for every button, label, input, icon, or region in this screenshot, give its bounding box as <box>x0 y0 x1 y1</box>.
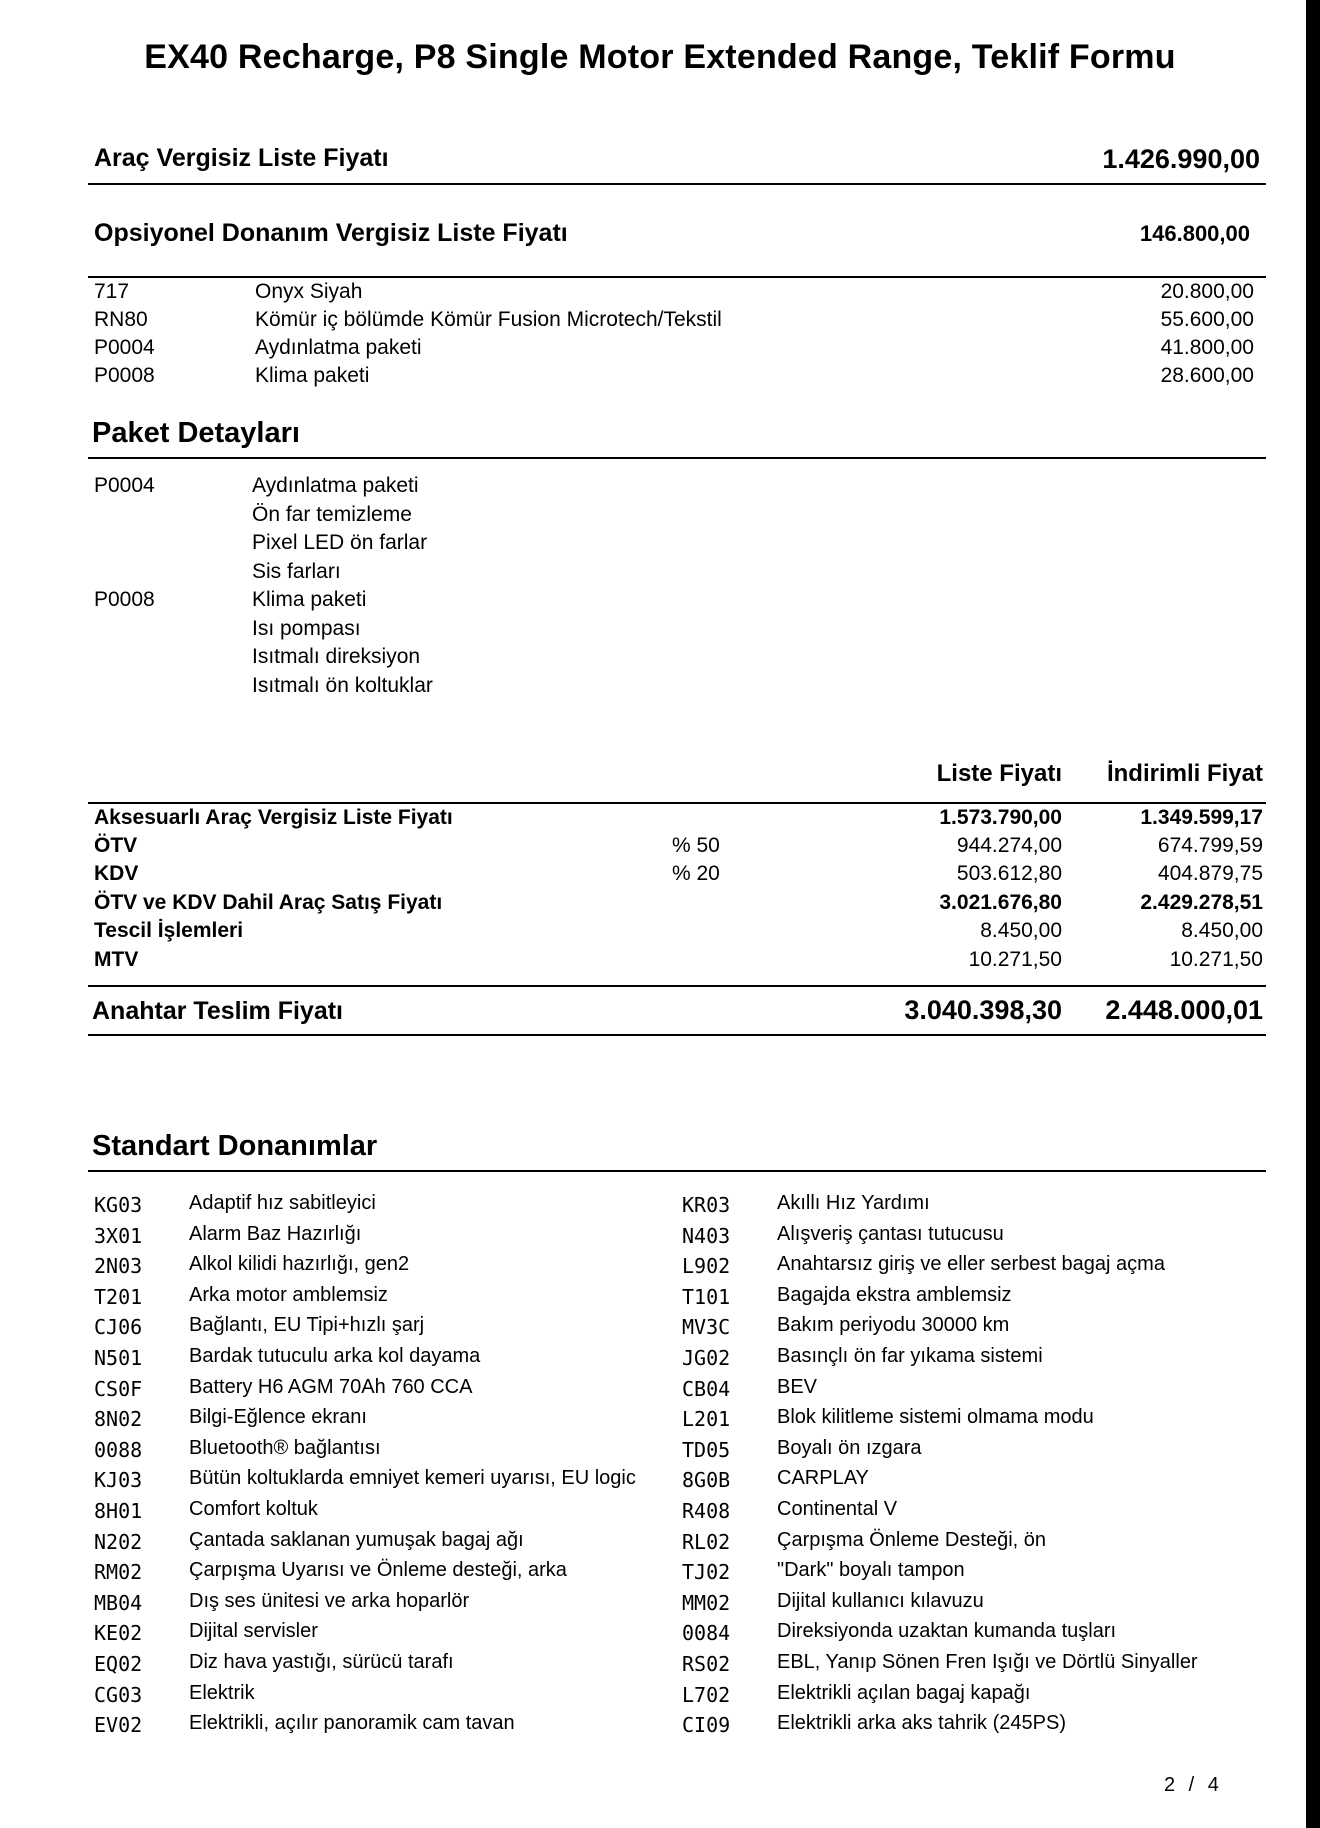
option-price: 20.800,00 <box>1160 280 1254 303</box>
equipment-desc: Elektrikli, açılır panoramik cam tavan <box>189 1712 515 1735</box>
price-row-discount: 1.349.599,17 <box>1140 806 1263 829</box>
equipment-code: 8N02 <box>94 1407 143 1432</box>
equipment-desc: Alışveriş çantası tutucusu <box>777 1222 1004 1245</box>
price-row-label: ÖTV ve KDV Dahil Araç Satış Fiyatı <box>94 891 443 914</box>
package-items <box>252 586 433 700</box>
price-row-discount: 2.429.278,51 <box>1140 891 1263 914</box>
equipment-desc: Dijital servisler <box>189 1620 318 1643</box>
price-row-list: 8.450,00 <box>980 919 1062 942</box>
package-code: P0004 <box>94 474 155 497</box>
equipment-code: MV3C <box>682 1315 731 1340</box>
total-label: Anahtar Teslim Fiyatı <box>92 997 343 1025</box>
col-header-list: Liste Fiyatı <box>936 760 1062 787</box>
option-price: 41.800,00 <box>1160 336 1254 359</box>
price-row-discount: 8.450,00 <box>1181 919 1263 942</box>
equipment-desc: Battery H6 AGM 70Ah 760 CCA <box>189 1375 473 1398</box>
equipment-code: CG03 <box>94 1682 143 1707</box>
price-row-rate: % 20 <box>672 862 720 885</box>
equipment-desc: Çarpışma Uyarısı ve Önleme desteği, arka <box>189 1559 567 1582</box>
equipment-code: R408 <box>682 1499 731 1523</box>
divider <box>88 985 1266 987</box>
equipment-code: CB04 <box>682 1376 731 1401</box>
equipment-code: 8H01 <box>94 1499 143 1523</box>
price-row-list: 503.612,80 <box>956 862 1062 885</box>
standard-heading: Standart Donanımlar <box>92 1130 378 1162</box>
equipment-code: L201 <box>682 1407 731 1432</box>
price-row-discount: 674.799,59 <box>1157 834 1263 857</box>
option-code: RN80 <box>94 308 148 331</box>
package-item: Isıtmalı direksiyon <box>252 645 421 668</box>
package-item: Klima paketi <box>252 588 367 611</box>
price-row-label: Aksesuarlı Araç Vergisiz Liste Fiyatı <box>94 806 453 829</box>
equipment-desc: Çantada saklanan yumuşak bagaj ağı <box>189 1528 524 1551</box>
equipment-desc: Akıllı Hız Yardımı <box>777 1192 930 1214</box>
equipment-code: JG02 <box>682 1346 731 1370</box>
price-row-list: 1.573.790,00 <box>939 806 1062 829</box>
divider <box>88 183 1266 185</box>
equipment-desc: Adaptif hız sabitleyici <box>189 1192 376 1214</box>
option-price: 55.600,00 <box>1160 308 1254 331</box>
equipment-desc: Comfort koltuk <box>189 1498 318 1520</box>
equipment-code: 0084 <box>682 1621 731 1646</box>
package-items <box>252 472 427 586</box>
equipment-code: L702 <box>682 1682 731 1707</box>
option-code: P0008 <box>94 364 155 387</box>
option-row <box>94 308 1254 336</box>
base-price-row <box>94 144 1260 173</box>
equipment-code: N403 <box>682 1223 731 1248</box>
equipment-desc: Elektrik <box>189 1681 255 1704</box>
price-row-label: KDV <box>94 862 139 885</box>
options-total-value: 146.800,00 <box>1139 221 1250 246</box>
package-code: P0008 <box>94 588 155 611</box>
option-row <box>94 364 1254 392</box>
equipment-code: 0088 <box>94 1437 143 1462</box>
option-code: 717 <box>94 280 130 303</box>
equipment-desc: Boyalı ön ızgara <box>777 1436 922 1459</box>
total-list: 3.040.398,30 <box>904 995 1062 1025</box>
equipment-code: CS0F <box>94 1376 143 1401</box>
equipment-code: RM02 <box>94 1560 143 1585</box>
page-border <box>1306 0 1320 1828</box>
equipment-code: EQ02 <box>94 1652 143 1676</box>
col-header-discount: İndirimli Fiyat <box>1106 760 1263 787</box>
packages-heading: Paket Detayları <box>92 417 300 449</box>
equipment-code: CI09 <box>682 1713 731 1738</box>
equipment-desc: Bluetooth® bağlantısı <box>189 1436 381 1459</box>
equipment-desc: Elektrikli arka aks tahrik (245PS) <box>777 1712 1066 1735</box>
equipment-code: T201 <box>94 1284 143 1309</box>
equipment-code: EV02 <box>94 1713 143 1738</box>
equipment-desc: Direksiyonda uzaktan kumanda tuşları <box>777 1620 1117 1643</box>
equipment-desc: Elektrikli açılan bagaj kapağı <box>777 1681 1031 1704</box>
equipment-code: MB04 <box>94 1590 143 1615</box>
equipment-code: RS02 <box>682 1652 731 1676</box>
price-row-label: MTV <box>94 948 139 971</box>
equipment-desc: Continental V <box>777 1498 898 1520</box>
option-price: 28.600,00 <box>1160 364 1254 387</box>
equipment-desc: Bilgi-Eğlence ekranı <box>189 1406 367 1429</box>
equipment-desc: CARPLAY <box>777 1467 869 1490</box>
equipment-desc: Arka motor amblemsiz <box>189 1283 388 1306</box>
equipment-code: CJ06 <box>94 1315 143 1340</box>
option-desc: Klima paketi <box>255 364 370 387</box>
option-desc: Aydınlatma paketi <box>255 336 422 359</box>
page-title: EX40 Recharge, P8 Single Motor Extended Range, Teklif Formu <box>144 38 1176 76</box>
page-indicator: 2 / 4 <box>1164 1774 1223 1796</box>
package-item: Aydınlatma paketi <box>252 474 419 497</box>
package-item: Isıtmalı ön koltuklar <box>252 673 433 697</box>
equipment-code: MM02 <box>682 1590 731 1615</box>
equipment-code: T101 <box>682 1284 731 1309</box>
equipment-code: KJ03 <box>94 1468 143 1493</box>
equipment-desc: Bardak tutuculu arka kol dayama <box>189 1345 481 1367</box>
equipment-desc: BEV <box>777 1375 818 1398</box>
price-row-label: Tescil İşlemleri <box>94 919 244 942</box>
option-desc: Onyx Siyah <box>255 280 363 303</box>
equipment-desc: Alarm Baz Hazırlığı <box>189 1222 362 1245</box>
price-row-rate: % 50 <box>672 834 720 857</box>
option-row <box>94 336 1254 364</box>
equipment-code: KE02 <box>94 1621 143 1646</box>
divider <box>88 802 1266 804</box>
price-row-list: 944.274,00 <box>956 834 1062 857</box>
divider <box>88 276 1266 278</box>
equipment-desc: Bagajda ekstra amblemsiz <box>777 1283 1012 1306</box>
equipment-code: L902 <box>682 1254 731 1279</box>
equipment-desc: Dijital kullanıcı kılavuzu <box>777 1589 984 1612</box>
equipment-desc: Çarpışma Önleme Desteği, ön <box>777 1528 1047 1551</box>
equipment-code: N202 <box>94 1529 143 1554</box>
equipment-desc: Basınçlı ön far yıkama sistemi <box>777 1345 1043 1367</box>
equipment-desc: Dış ses ünitesi ve arka hoparlör <box>189 1589 470 1612</box>
equipment-desc: Alkol kilidi hazırlığı, gen2 <box>189 1253 410 1276</box>
equipment-desc: Bağlantı, EU Tipi+hızlı şarj <box>189 1314 425 1337</box>
base-price-label: Araç Vergisiz Liste Fiyatı <box>94 144 389 172</box>
price-row-list: 10.271,50 <box>968 948 1062 971</box>
equipment-desc: Blok kilitleme sistemi olmama modu <box>777 1406 1094 1429</box>
equipment-code: KG03 <box>94 1193 143 1217</box>
equipment-desc: "Dark" boyalı tampon <box>777 1559 965 1582</box>
equipment-desc: Bütün koltuklarda emniyet kemeri uyarısı, EU logic <box>189 1467 636 1490</box>
equipment-desc: Diz hava yastığı, sürücü tarafı <box>189 1651 454 1673</box>
option-row <box>94 280 1254 308</box>
page-current: 2 <box>1164 1774 1180 1796</box>
total-discount: 2.448.000,01 <box>1105 995 1263 1025</box>
equipment-desc: EBL, Yanıp Sönen Fren Işığı ve Dörtlü Sinyaller <box>777 1651 1198 1673</box>
equipment-code: 8G0B <box>682 1468 731 1493</box>
page-total: 4 <box>1207 1774 1223 1796</box>
options-total-label: Opsiyonel Donanım Vergisiz Liste Fiyatı <box>94 219 568 247</box>
divider <box>88 1170 1266 1172</box>
price-row-discount: 404.879,75 <box>1157 862 1263 885</box>
divider <box>88 457 1266 459</box>
equipment-code: N501 <box>94 1346 143 1370</box>
divider <box>88 1034 1266 1036</box>
package-item: Pixel LED ön farlar <box>252 531 428 554</box>
options-total-row <box>94 219 1260 248</box>
price-row-list: 3.021.676,80 <box>939 891 1062 914</box>
equipment-desc: Bakım periyodu 30000 km <box>777 1314 1010 1337</box>
price-row-label: ÖTV <box>94 834 138 857</box>
package-item: Ön far temizleme <box>252 502 412 526</box>
package-item: Isı pompası <box>252 616 361 640</box>
equipment-code: 3X01 <box>94 1223 143 1248</box>
base-price-value: 1.426.990,00 <box>1102 144 1260 174</box>
option-desc: Kömür iç bölümde Kömür Fusion Microtech/Tekstil <box>255 308 722 331</box>
equipment-code: TD05 <box>682 1437 731 1462</box>
equipment-code: 2N03 <box>94 1254 143 1279</box>
package-item: Sis farları <box>252 559 341 583</box>
equipment-code: RL02 <box>682 1529 731 1554</box>
equipment-code: TJ02 <box>682 1560 731 1585</box>
price-row-discount: 10.271,50 <box>1169 948 1263 971</box>
equipment-desc: Anahtarsız giriş ve eller serbest bagaj açma <box>777 1253 1165 1276</box>
option-code: P0004 <box>94 336 155 359</box>
equipment-code: KR03 <box>682 1193 731 1217</box>
